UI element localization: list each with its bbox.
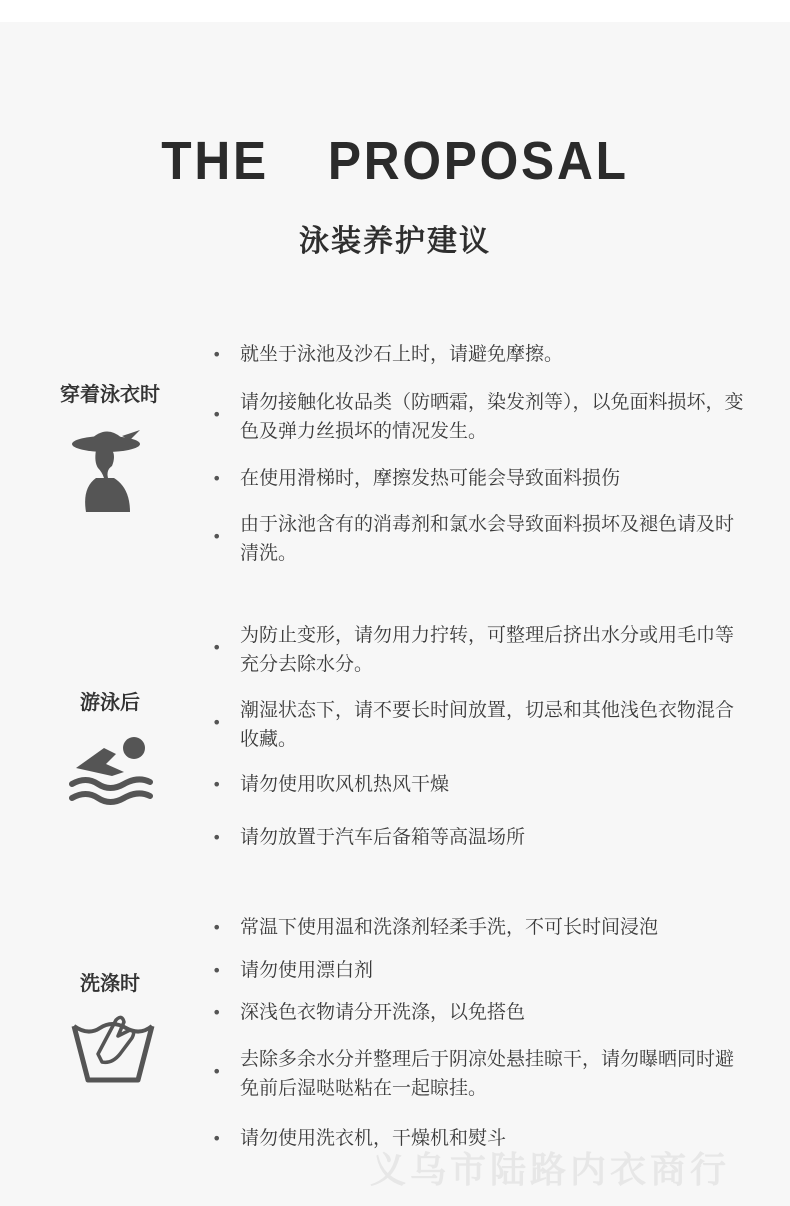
bullet-dot: • (212, 1129, 222, 1148)
bullet-dot: • (212, 713, 222, 732)
page-subtitle: 泳装养护建议 (299, 224, 491, 259)
page (0, 22, 790, 1206)
bullet-dot: • (212, 345, 222, 364)
watermark: 义乌市陆路内衣商行 (370, 1150, 731, 1191)
bullet-dot: • (212, 961, 222, 980)
list-item: • 常温下使用温和洗涤剂轻柔手洗，不可长时间浸泡 (212, 913, 752, 942)
page-title: THE PROPOSAL (161, 131, 629, 191)
bullet-dot: • (212, 469, 222, 488)
bullet-dot: • (212, 1062, 222, 1081)
list-item: • 就坐于泳池及沙石上时，请避免摩擦。 (212, 340, 752, 369)
list-item: • 请勿放置于汽车后备箱等高温场所 (212, 823, 752, 852)
list-item: • 请勿接触化妆品类（防晒霜，染发剂等），以免面料损坏，变色及弹力丝损坏的情况发生。 (212, 391, 744, 442)
bullet-dot: • (212, 828, 222, 847)
bullet-dot: • (212, 918, 222, 937)
bullet-dot: • (212, 405, 222, 424)
list-item: • 请勿使用吹风机热风干燥 (212, 770, 752, 799)
list-item: • 请勿使用洗衣机，干燥机和熨斗 (212, 1124, 752, 1153)
section-label-after-swim: 游泳后 (80, 690, 140, 714)
bullet-dot: • (212, 1003, 222, 1022)
section-label-wearing: 穿着泳衣时 (60, 382, 160, 406)
bullet-dot: • (212, 527, 222, 546)
list-item: • 为防止变形，请勿用力拧转，可整理后挤出水分或用毛巾等充分去除水分。 (212, 624, 735, 675)
swimmer-icon (68, 734, 154, 812)
list-item: • 去除多余水分并整理后于阴凉处悬挂晾干，请勿曝晒同时避免前后湿哒哒粘在一起晾挂。 (212, 1048, 735, 1099)
section-label-washing: 洗涤时 (80, 971, 140, 995)
list-item: • 潮湿状态下，请不要长时间放置，切忌和其他浅色衣物混合收藏。 (212, 699, 735, 750)
woman-hat-icon (68, 426, 148, 516)
bullet-dot: • (212, 775, 222, 794)
list-item: • 深浅色衣物请分开洗涤，以免搭色 (212, 998, 752, 1027)
list-item: • 在使用滑梯时，摩擦发热可能会导致面料损伤 (212, 464, 752, 493)
bullet-dot: • (212, 638, 222, 657)
list-item: • 由于泳池含有的消毒剂和氯水会导致面料损坏及褪色请及时清洗。 (212, 513, 735, 564)
list-item: • 请勿使用漂白剂 (212, 956, 752, 985)
hand-wash-icon (68, 1010, 158, 1088)
